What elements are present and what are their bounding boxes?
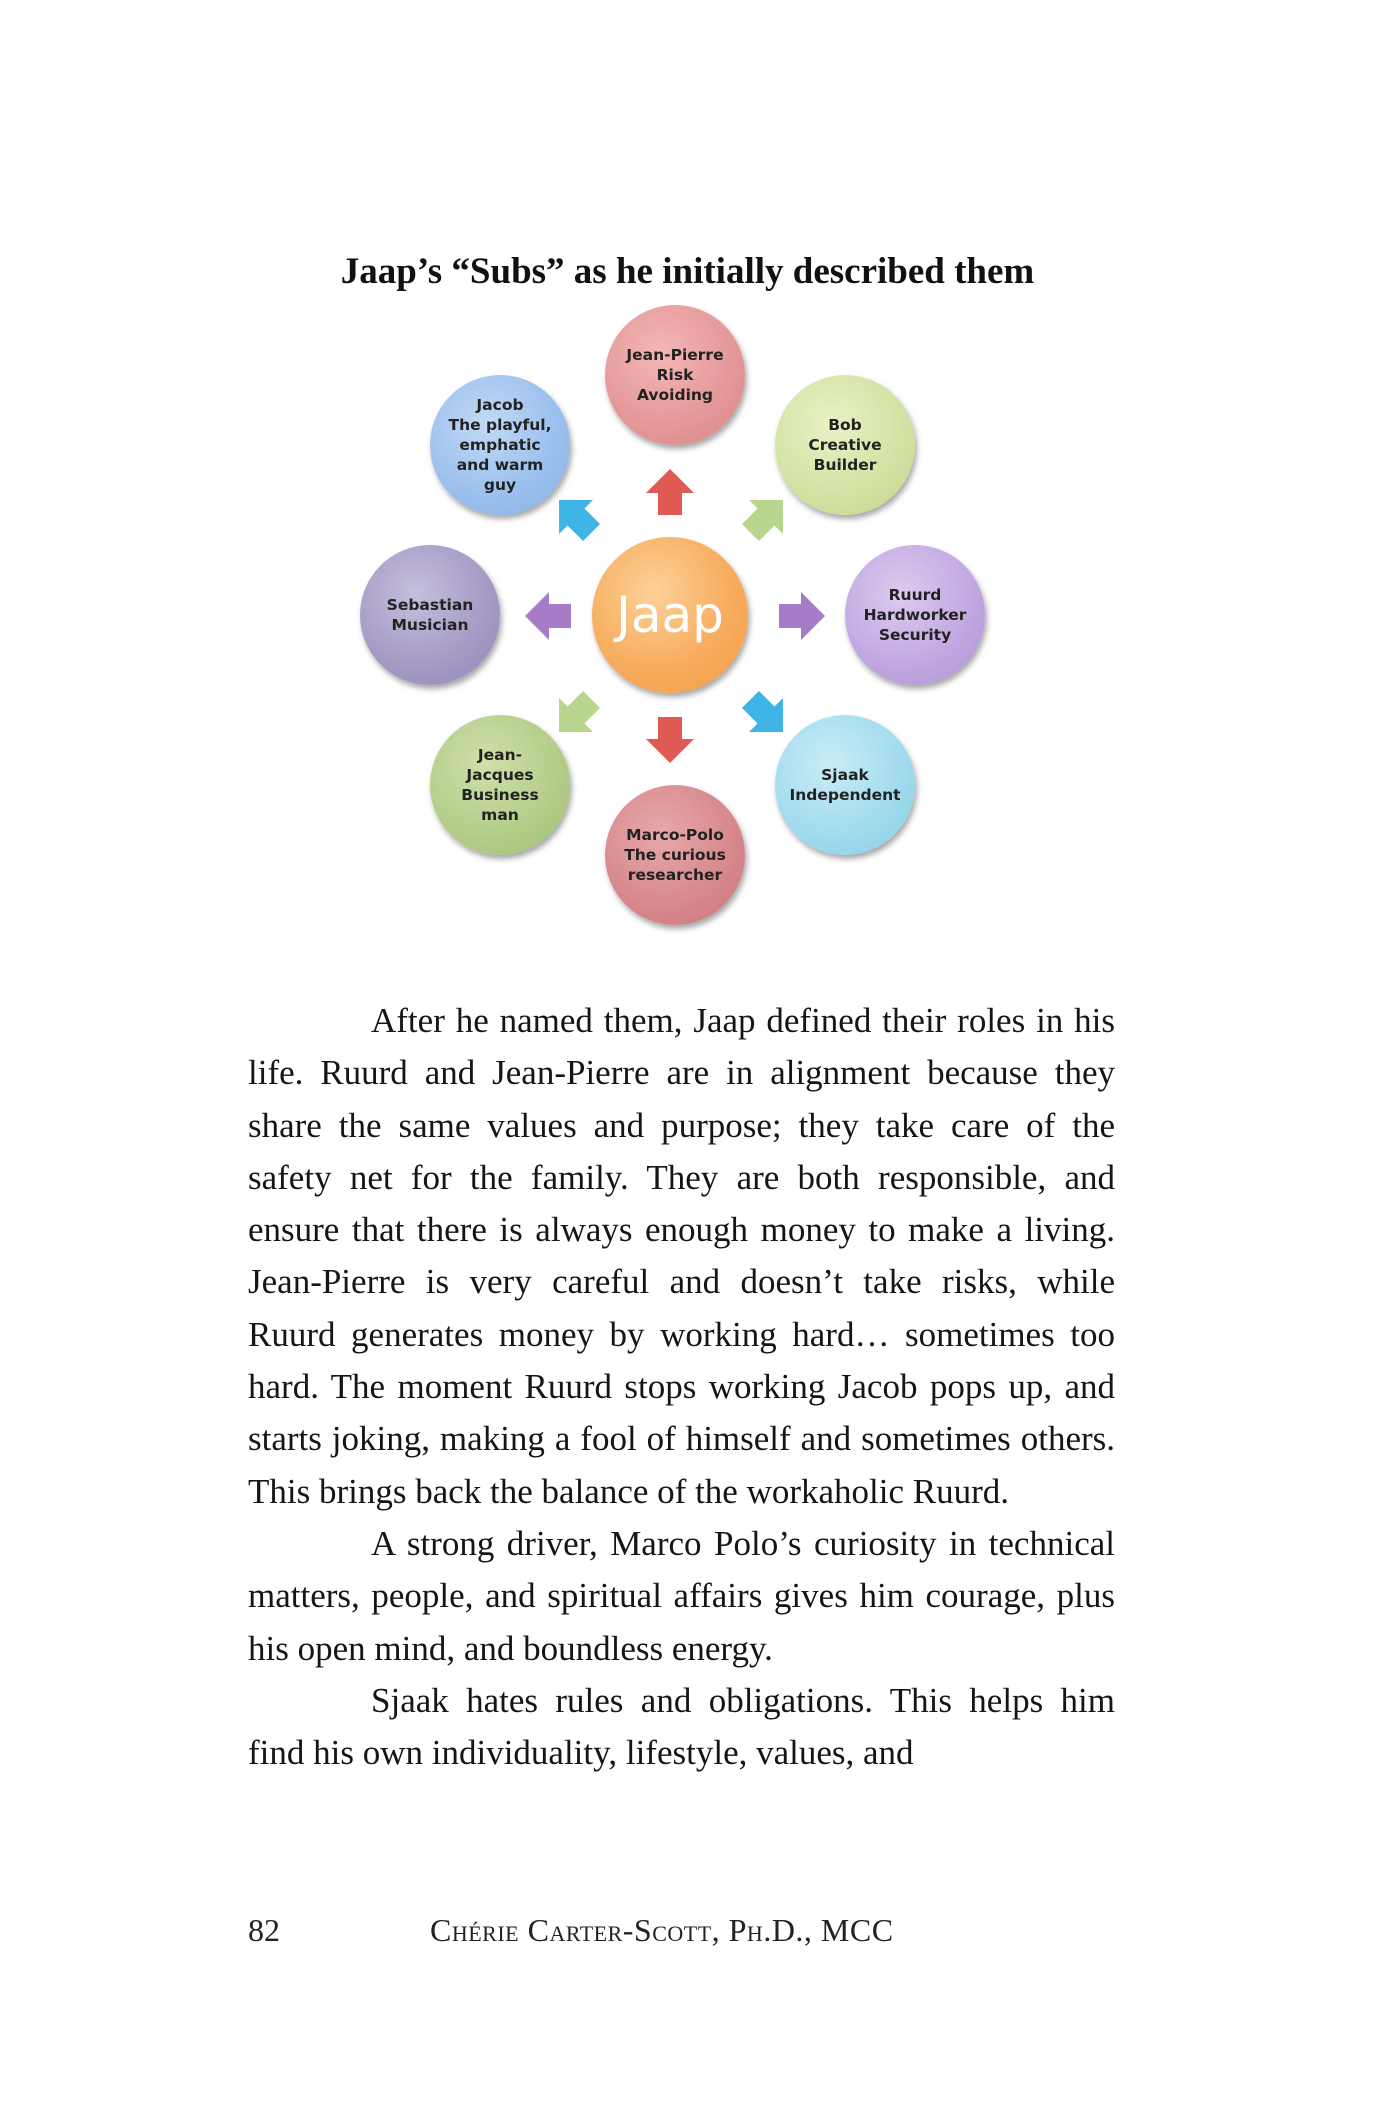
node-ruurd bbox=[845, 545, 985, 685]
arrow-up-right-icon bbox=[733, 483, 799, 549]
node-line: emphatic bbox=[459, 436, 541, 454]
node-line: The playful, bbox=[448, 416, 552, 434]
node-line: Hardworker bbox=[863, 606, 967, 624]
paragraph: After he named them, Jaap defined their roles in his life. Ruurd and Jean-Pierre are in alignment because they share the same values and purpose; they take care of the safety net for the family. They are both responsible, and ensure that there is always enough money to make a living. Jean-Pierre is very careful and doesn’t take risks, while Ruurd generates money by working hard… sometimes too hard. The moment Ruurd stops working Jacob pops up, and starts joking, making a fool of himself and sometimes others. This brings back the balance of the workaholic Ruurd. bbox=[248, 1001, 1115, 1511]
arrow-up-icon bbox=[646, 469, 694, 515]
node-line: Risk bbox=[656, 366, 694, 384]
running-footer: Chérie Carter-Scott, Ph.D., MCC bbox=[430, 1912, 894, 1948]
node-bob bbox=[775, 375, 915, 515]
node-line: and warm bbox=[456, 456, 544, 474]
node-line: researcher bbox=[627, 866, 723, 884]
node-line: Marco-Polo bbox=[626, 826, 724, 844]
node-jean-jacques bbox=[430, 715, 570, 855]
node-line: Jacob bbox=[476, 396, 524, 414]
node-jacob bbox=[430, 375, 570, 515]
node-line: man bbox=[481, 806, 519, 824]
node-jean-pierre bbox=[605, 305, 745, 445]
node-line: Business bbox=[461, 786, 539, 804]
node-line: Builder bbox=[813, 456, 877, 474]
body-text bbox=[248, 995, 1115, 1779]
node-line: Jean-Pierre bbox=[626, 346, 724, 364]
node-line: Creative bbox=[808, 436, 882, 454]
node-line: Musician bbox=[391, 616, 469, 634]
node-line: guy bbox=[483, 476, 517, 494]
subs-diagram bbox=[330, 295, 1030, 945]
figure-title: Jaap’s “Subs” as he initially described them bbox=[340, 251, 1035, 292]
node-line: Security bbox=[878, 626, 952, 644]
center-label: Jaap bbox=[616, 586, 724, 644]
node-marco-polo bbox=[605, 785, 745, 925]
arrow-down-icon bbox=[646, 717, 694, 763]
node-line: Jacques bbox=[466, 766, 534, 784]
node-line: Bob bbox=[828, 416, 862, 434]
node-line: Independent bbox=[789, 786, 901, 804]
node-sjaak bbox=[775, 715, 915, 855]
page-number: 82 bbox=[248, 1912, 280, 1948]
node-jaap-center bbox=[592, 537, 748, 693]
node-sebastian bbox=[360, 545, 500, 685]
node-line: Sjaak bbox=[821, 766, 869, 784]
paragraph: Sjaak hates rules and obligations. This helps him find his own individuality, lifestyle, values, and bbox=[248, 1680, 1115, 1773]
arrow-right-icon bbox=[779, 592, 825, 640]
node-line: Avoiding bbox=[636, 386, 714, 404]
paragraph: A strong driver, Marco Polo’s curiosity in technical matters, people, and spiritual affairs gives him courage, plus his open mind, and boundless energy. bbox=[248, 1523, 1115, 1668]
node-line: The curious bbox=[624, 846, 726, 864]
node-line: Jean- bbox=[477, 746, 523, 764]
node-line: Sebastian bbox=[386, 596, 474, 614]
arrow-left-icon bbox=[525, 592, 571, 640]
node-line: Ruurd bbox=[888, 586, 942, 604]
arrow-up-left-icon bbox=[542, 483, 608, 549]
arrow-down-right-icon bbox=[733, 682, 799, 748]
